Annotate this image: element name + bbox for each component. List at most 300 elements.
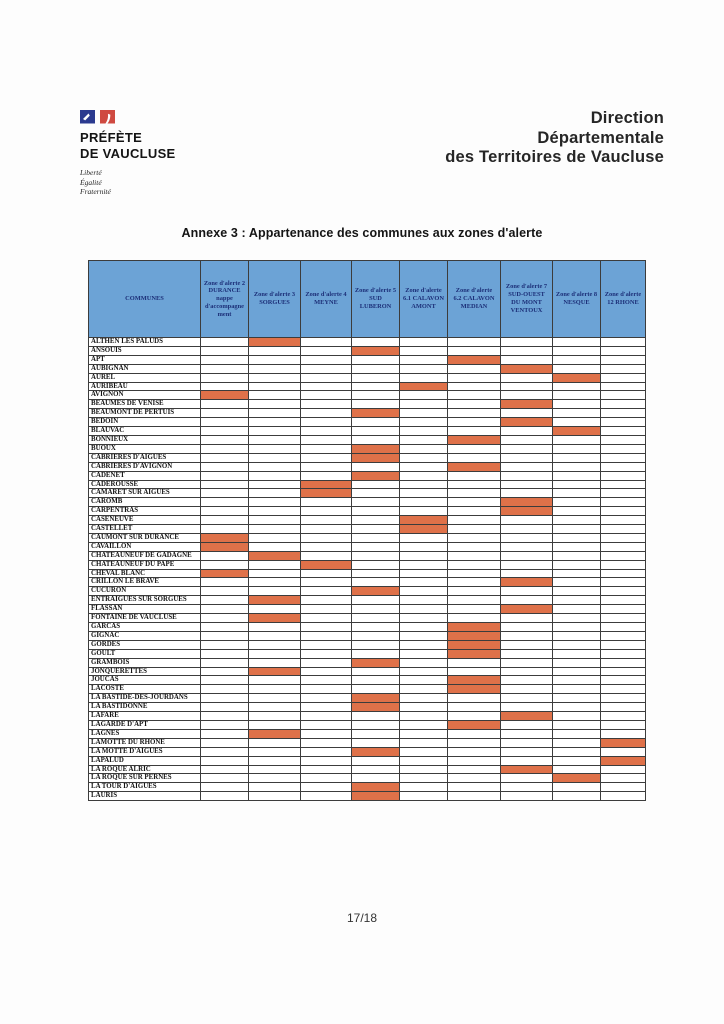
zone-cell — [601, 783, 646, 792]
zone-cell — [553, 400, 601, 409]
zone-membership-highlight-cell — [400, 525, 448, 534]
zone-cell — [553, 623, 601, 632]
zone-cell — [301, 774, 352, 783]
zone-cell — [601, 614, 646, 623]
zone-cell — [448, 498, 501, 507]
zone-cell — [301, 747, 352, 756]
zone-cell — [249, 373, 301, 382]
zone-membership-highlight-cell — [553, 774, 601, 783]
zone-cell — [201, 373, 249, 382]
zone-cell — [249, 533, 301, 542]
zone-cell — [201, 623, 249, 632]
table-row — [89, 498, 646, 507]
commune-cell: BLAUVAC — [89, 427, 201, 436]
zone-cell — [352, 640, 400, 649]
zone-cell — [249, 409, 301, 418]
zone-cell — [501, 382, 553, 391]
zone-cell — [249, 525, 301, 534]
zone-cell — [249, 703, 301, 712]
zone-cell — [249, 498, 301, 507]
zone-cell — [301, 338, 352, 347]
zone-cell — [601, 623, 646, 632]
zone-cell — [201, 578, 249, 587]
commune-cell: LAFARE — [89, 712, 201, 721]
zone-cell — [501, 391, 553, 400]
zone-membership-highlight-cell — [352, 587, 400, 596]
zone-cell — [249, 587, 301, 596]
zone-cell — [201, 720, 249, 729]
zone-cell — [400, 338, 448, 347]
zone-cell — [553, 712, 601, 721]
zone-cell — [553, 516, 601, 525]
table-row — [89, 569, 646, 578]
zone-cell — [201, 453, 249, 462]
zone-cell — [448, 738, 501, 747]
zone-cell — [501, 623, 553, 632]
zone-cell — [501, 471, 553, 480]
zone-cell — [249, 382, 301, 391]
zone-cell — [553, 587, 601, 596]
zone-cell — [448, 533, 501, 542]
table-row — [89, 685, 646, 694]
zone-cell — [601, 578, 646, 587]
zone-cell — [301, 346, 352, 355]
zone-membership-highlight-cell — [501, 578, 553, 587]
zone-membership-highlight-cell — [249, 596, 301, 605]
header-label-line: Zone d'alerte — [405, 287, 442, 295]
zone-cell — [553, 409, 601, 418]
zone-cell — [501, 569, 553, 578]
table-row — [89, 658, 646, 667]
commune-cell: BONNIEUX — [89, 435, 201, 444]
zone-membership-highlight-cell — [601, 738, 646, 747]
zone-cell — [400, 542, 448, 551]
commune-cell: CASENEUVE — [89, 516, 201, 525]
zone-cell — [352, 578, 400, 587]
zone-cell — [249, 738, 301, 747]
zone-cell — [301, 649, 352, 658]
zone-cell — [352, 533, 400, 542]
table-row — [89, 694, 646, 703]
table-row — [89, 560, 646, 569]
zone-cell — [601, 418, 646, 427]
zone-cell — [553, 489, 601, 498]
zone-cell — [448, 792, 501, 801]
zone-cell — [249, 346, 301, 355]
zone-cell — [352, 551, 400, 560]
zone-cell — [301, 605, 352, 614]
zone-cell — [249, 542, 301, 551]
table-row — [89, 391, 646, 400]
zone-cell — [352, 427, 400, 436]
zone-cell — [301, 507, 352, 516]
zone-cell — [601, 729, 646, 738]
zone-cell — [448, 489, 501, 498]
zone-cell — [249, 792, 301, 801]
zone-membership-highlight-cell — [501, 400, 553, 409]
commune-cell: CUCURON — [89, 587, 201, 596]
zone-cell — [501, 409, 553, 418]
header-label-line: DURANCE — [208, 287, 241, 295]
zone-membership-highlight-cell — [301, 560, 352, 569]
zone-cell — [448, 444, 501, 453]
zone-cell — [249, 489, 301, 498]
zone-cell — [448, 569, 501, 578]
zone-cell — [400, 667, 448, 676]
zone-cell — [400, 614, 448, 623]
zone-cell — [201, 418, 249, 427]
zone-cell — [501, 453, 553, 462]
zone-cell — [352, 338, 400, 347]
zone-cell — [352, 391, 400, 400]
zone-cell — [448, 729, 501, 738]
zone-cell — [400, 720, 448, 729]
zone-cell — [249, 435, 301, 444]
header-label-line: AMONT — [411, 302, 436, 310]
zone-cell — [553, 435, 601, 444]
zone-cell — [249, 783, 301, 792]
zone-membership-highlight-cell — [553, 373, 601, 382]
zone-cell — [553, 703, 601, 712]
zone-cell — [553, 676, 601, 685]
zone-cell — [400, 756, 448, 765]
zone-membership-highlight-cell — [501, 712, 553, 721]
header-label-line: 6.1 CALAVON — [403, 295, 444, 303]
zone-cell — [448, 542, 501, 551]
zone-cell — [553, 614, 601, 623]
zone-cell — [553, 480, 601, 489]
commune-cell: CAROMB — [89, 498, 201, 507]
table-row — [89, 649, 646, 658]
zone-cell — [501, 551, 553, 560]
zone-cell — [249, 747, 301, 756]
commune-cell: JONQUERETTES — [89, 667, 201, 676]
zone-cell — [400, 355, 448, 364]
zone-cell — [553, 685, 601, 694]
zone-cell — [553, 364, 601, 373]
zone-cell — [501, 516, 553, 525]
zone-cell — [400, 435, 448, 444]
zone-cell — [301, 444, 352, 453]
zone-cell — [201, 427, 249, 436]
commune-cell: LA ROQUE SUR PERNES — [89, 774, 201, 783]
zone-cell — [601, 685, 646, 694]
zone-cell — [352, 685, 400, 694]
table-row — [89, 774, 646, 783]
zone-cell — [249, 765, 301, 774]
zone-cell — [400, 409, 448, 418]
commune-cell: FONTAINE DE VAUCLUSE — [89, 614, 201, 623]
zone-membership-highlight-cell — [249, 614, 301, 623]
zone-cell — [400, 489, 448, 498]
zone-cell — [400, 792, 448, 801]
zone-cell — [301, 720, 352, 729]
zone-cell — [400, 560, 448, 569]
zone-cell — [249, 355, 301, 364]
header-label-line: Zone d'alerte — [455, 287, 493, 295]
header-label-line: Zone d'alerte 3 — [253, 291, 296, 299]
zone-cell — [352, 738, 400, 747]
zone-membership-highlight-cell — [448, 623, 501, 632]
zone-cell — [201, 525, 249, 534]
zone-membership-highlight-cell — [249, 551, 301, 560]
zone-cell — [601, 649, 646, 658]
zone-cell — [448, 427, 501, 436]
zone-membership-highlight-cell — [448, 685, 501, 694]
zone-cell — [352, 418, 400, 427]
zone-cell — [201, 587, 249, 596]
zone-cell — [301, 418, 352, 427]
commune-cell: GORDES — [89, 640, 201, 649]
zone-cell — [352, 382, 400, 391]
zone-cell — [301, 676, 352, 685]
zone-cell — [501, 560, 553, 569]
commune-cell: BUOUX — [89, 444, 201, 453]
table-row — [89, 355, 646, 364]
commune-cell: LAGNES — [89, 729, 201, 738]
table-row — [89, 578, 646, 587]
table-row — [89, 507, 646, 516]
zone-cell — [301, 596, 352, 605]
zone-cell — [201, 471, 249, 480]
zone-cell — [501, 694, 553, 703]
prefecture-name-line2: DE VAUCLUSE — [80, 145, 176, 161]
zone-cell — [301, 792, 352, 801]
zone-cell — [601, 462, 646, 471]
zone-cell — [601, 720, 646, 729]
zone-cell — [448, 774, 501, 783]
zone-cell — [553, 792, 601, 801]
zone-cell — [553, 560, 601, 569]
commune-cell: LAURIS — [89, 792, 201, 801]
zone-cell — [301, 355, 352, 364]
commune-cell: CASTELLET — [89, 525, 201, 534]
zone-cell — [601, 551, 646, 560]
zone-cell — [448, 480, 501, 489]
commune-cell: BEAUMONT DE PERTUIS — [89, 409, 201, 418]
zone-cell — [400, 649, 448, 658]
table-row — [89, 614, 646, 623]
commune-cell: CHATEAUNEUF DU PAPE — [89, 560, 201, 569]
header-label-line: SUD-OUEST — [508, 291, 545, 299]
zone-cell — [501, 373, 553, 382]
zone-cell — [301, 409, 352, 418]
zone-cell — [553, 765, 601, 774]
table-row — [89, 792, 646, 801]
zone-cell — [400, 658, 448, 667]
zone-cell — [501, 462, 553, 471]
zone-cell — [601, 400, 646, 409]
zone-cell — [301, 373, 352, 382]
zone-cell — [301, 427, 352, 436]
zone-cell — [400, 694, 448, 703]
header-label-line: COMMUNES — [125, 295, 164, 303]
zone-cell — [553, 551, 601, 560]
organisation-line3: des Territoires de Vaucluse — [445, 148, 664, 166]
zone-cell — [601, 703, 646, 712]
commune-cell: LA BASTIDONNE — [89, 703, 201, 712]
zone-cell — [501, 676, 553, 685]
zone-cell — [201, 774, 249, 783]
zone-cell — [448, 373, 501, 382]
zone-cell — [553, 569, 601, 578]
zone-cell — [501, 658, 553, 667]
communes-header-cell — [89, 261, 201, 338]
zone-cell — [249, 462, 301, 471]
table-row — [89, 623, 646, 632]
zone-cell — [249, 569, 301, 578]
zone-cell — [400, 596, 448, 605]
zone-membership-highlight-cell — [249, 338, 301, 347]
zone-cell — [352, 435, 400, 444]
zone-cell — [352, 480, 400, 489]
zone-cell — [501, 525, 553, 534]
commune-cell: AUBIGNAN — [89, 364, 201, 373]
zone-cell — [553, 382, 601, 391]
zone-cell — [501, 685, 553, 694]
zone-cell — [553, 507, 601, 516]
zone-cell — [201, 685, 249, 694]
table-row — [89, 587, 646, 596]
zone-cell — [448, 596, 501, 605]
zone-cell — [201, 382, 249, 391]
zone-cell — [249, 685, 301, 694]
table-row — [89, 444, 646, 453]
table-row — [89, 516, 646, 525]
header-label-line: SUD — [369, 295, 382, 303]
zone-cell — [400, 391, 448, 400]
zone-membership-highlight-cell — [501, 418, 553, 427]
zone-cell — [448, 783, 501, 792]
zone-cell — [249, 400, 301, 409]
zone-membership-highlight-cell — [352, 409, 400, 418]
table-row — [89, 542, 646, 551]
table-row — [89, 747, 646, 756]
zone-membership-highlight-cell — [448, 355, 501, 364]
zone-cell — [301, 587, 352, 596]
header-label-line: MEDIAN — [460, 302, 488, 310]
zone-cell — [448, 578, 501, 587]
zone-cell — [553, 658, 601, 667]
zone-cell — [553, 578, 601, 587]
zone-cell — [301, 765, 352, 774]
zone-cell — [553, 720, 601, 729]
zone-cell — [501, 427, 553, 436]
zone-cell — [601, 435, 646, 444]
zone-cell — [601, 694, 646, 703]
zone-header-cell — [400, 261, 448, 338]
commune-cell: BEAUMES DE VENISE — [89, 400, 201, 409]
zone-cell — [201, 489, 249, 498]
table-row — [89, 533, 646, 542]
zone-cell — [201, 694, 249, 703]
table-row — [89, 605, 646, 614]
zone-cell — [301, 614, 352, 623]
table-row — [89, 756, 646, 765]
zone-membership-highlight-cell — [400, 382, 448, 391]
zone-cell — [501, 667, 553, 676]
table-row — [89, 364, 646, 373]
zone-cell — [400, 774, 448, 783]
zone-cell — [301, 382, 352, 391]
organisation-line1: Direction — [590, 109, 664, 127]
header-label-line: Zone d'alerte 8 — [555, 291, 598, 299]
zone-cell — [352, 400, 400, 409]
zone-cell — [601, 533, 646, 542]
zone-cell — [400, 783, 448, 792]
zone-cell — [301, 667, 352, 676]
zone-cell — [352, 560, 400, 569]
commune-cell: GARCAS — [89, 623, 201, 632]
zone-cell — [201, 792, 249, 801]
zone-cell — [201, 640, 249, 649]
zone-cell — [301, 391, 352, 400]
zone-cell — [301, 525, 352, 534]
zone-cell — [448, 756, 501, 765]
zone-cell — [601, 774, 646, 783]
zone-membership-highlight-cell — [400, 516, 448, 525]
zone-cell — [352, 364, 400, 373]
zone-cell — [201, 614, 249, 623]
zone-cell — [201, 462, 249, 471]
zone-cell — [352, 373, 400, 382]
zone-cell — [400, 569, 448, 578]
zone-cell — [400, 471, 448, 480]
zone-cell — [601, 338, 646, 347]
zone-cell — [400, 533, 448, 542]
zone-cell — [501, 587, 553, 596]
zone-cell — [601, 587, 646, 596]
zone-membership-highlight-cell — [352, 658, 400, 667]
zone-cell — [553, 667, 601, 676]
zone-cell — [601, 658, 646, 667]
zone-cell — [249, 694, 301, 703]
zone-cell — [553, 391, 601, 400]
zone-membership-highlight-cell — [448, 640, 501, 649]
zone-cell — [249, 516, 301, 525]
zone-header-cell — [501, 261, 553, 338]
commune-cell: CABRIERES D'AVIGNON — [89, 462, 201, 471]
zone-cell — [448, 560, 501, 569]
zone-cell — [201, 738, 249, 747]
zone-cell — [501, 444, 553, 453]
zone-cell — [400, 676, 448, 685]
organisation-title — [445, 109, 664, 168]
zone-membership-highlight-cell — [249, 729, 301, 738]
zone-cell — [301, 533, 352, 542]
organisation-line2: Départementale — [537, 128, 664, 147]
zone-cell — [400, 640, 448, 649]
zone-cell — [352, 596, 400, 605]
commune-cell: CAMARET SUR AIGUES — [89, 489, 201, 498]
zone-cell — [301, 462, 352, 471]
zone-cell — [400, 765, 448, 774]
zone-cell — [501, 756, 553, 765]
zone-membership-highlight-cell — [249, 667, 301, 676]
zone-membership-highlight-cell — [448, 649, 501, 658]
zone-cell — [553, 418, 601, 427]
zone-cell — [553, 738, 601, 747]
zone-cell — [448, 747, 501, 756]
table-row — [89, 525, 646, 534]
zone-membership-highlight-cell — [501, 605, 553, 614]
zone-cell — [352, 516, 400, 525]
table-row — [89, 346, 646, 355]
commune-cell: BEDOIN — [89, 418, 201, 427]
zone-cell — [501, 729, 553, 738]
motto-egalite: Égalité — [80, 177, 102, 187]
commune-cell: AUREL — [89, 373, 201, 382]
